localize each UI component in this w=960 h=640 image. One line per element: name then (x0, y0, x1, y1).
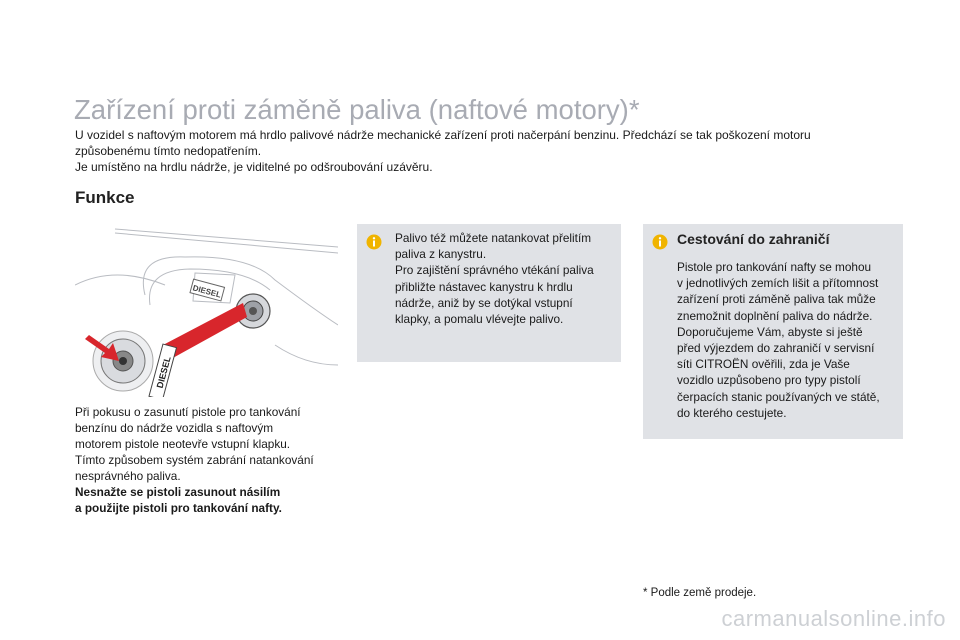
text-line: benzínu do nádrže vozidla s naftovým (75, 421, 274, 435)
info-box-canister (357, 224, 621, 362)
section-title: Funkce (75, 188, 135, 207)
text-line: před výjezdem do zahraničí v servisní (677, 341, 875, 356)
info-box-travel-abroad (643, 224, 903, 439)
function-description (75, 404, 335, 516)
info-icon (652, 234, 668, 250)
footnote: * Podle země prodeje. (643, 587, 757, 599)
text-line: klapky, a pomalu vlévejte palivo. (395, 312, 564, 327)
text-line: síti CITROËN ověřili, zda je Vaše (677, 357, 850, 372)
fuel-filler-drawing (75, 225, 338, 397)
text-line: Palivo též můžete natankovat přelitím (395, 231, 592, 245)
info-box-title: Cestování do zahraničí (677, 231, 830, 247)
text-line: Pistole pro tankování nafty se mohou (677, 260, 872, 274)
text-line: znemožnit doplnění paliva do nádrže. (677, 308, 873, 323)
warning-line: Nesnažte se pistoli zasunout násilím (75, 485, 281, 499)
intro-text (75, 127, 875, 175)
text-line: paliva z kanystru. (395, 247, 487, 262)
text-line: do kterého cestujete. (677, 405, 787, 420)
info-box-text (677, 259, 897, 421)
text-line: Pro zajištění správného vtékání paliva (395, 263, 594, 278)
text-line: čerpacích stanic používaných ve státě, (677, 389, 880, 404)
info-box-text (395, 230, 617, 327)
watermark: carmanualsonline.info (721, 606, 946, 631)
warning-line: a použijte pistoli pro tankování nafty. (75, 501, 282, 515)
text-line: Doporučujeme Vám, abyste si ještě (677, 324, 863, 339)
text-line: motorem pistole neotevře vstupní klapku. (75, 437, 291, 451)
fuel-filler-illustration (75, 225, 338, 397)
text-line: přibližte nástavec kanystru k hrdlu (395, 279, 573, 294)
diesel-label-neck: DIESEL (154, 355, 173, 390)
text-line: Při pokusu o zasunutí pistole pro tankování (75, 405, 301, 419)
intro-paragraph: U vozidel s naftovým motorem má hrdlo palivové nádrže mechanické zařízení proti načerpání benzinu. Předchází se tak poškození motoru způsobenému tímto nedopatřením. (75, 128, 811, 158)
info-icon (366, 234, 382, 250)
text-line: v jednotlivých zemích lišit a přítomnost (677, 276, 879, 291)
page-title: Zařízení proti záměně paliva (naftové motory)* (74, 94, 640, 125)
text-line: Tímto způsobem systém zabrání natankování (75, 453, 314, 467)
text-line: vozidlo uzpůsobeno pro typy pistolí (677, 373, 861, 388)
fuel-flap-diesel-label (190, 279, 225, 301)
text-line: nesprávného paliva. (75, 469, 181, 483)
intro-paragraph: Je umístěno na hrdlu nádrže, je viditelné po odšroubování uzávěru. (75, 160, 433, 174)
text-line: zařízení proti záměně paliva tak může (677, 292, 876, 307)
diesel-label-flap: DIESEL (191, 283, 222, 300)
text-line: nádrže, aniž by se dotýkal vstupní (395, 295, 573, 310)
fuel-cap-detail (93, 331, 153, 391)
